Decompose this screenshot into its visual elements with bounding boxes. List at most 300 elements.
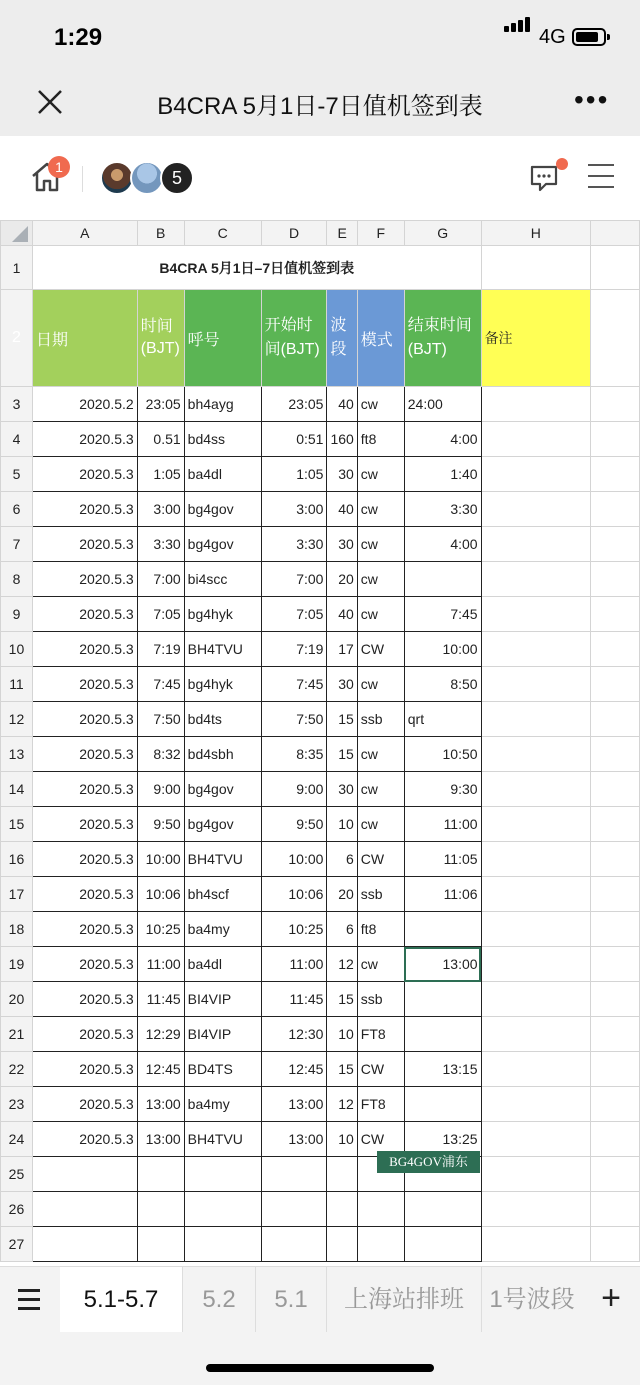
cell-end-time[interactable]: 11:05 [404,842,481,877]
cell-time[interactable]: 1:05 [137,457,184,492]
cell-date[interactable] [32,1227,137,1262]
row-header[interactable]: 26 [1,1192,33,1227]
cell-mode[interactable] [357,1227,404,1262]
cell-start-time[interactable]: 13:00 [261,1122,327,1157]
cell-time[interactable]: 23:05 [137,387,184,422]
cell-date[interactable]: 2020.5.3 [32,562,137,597]
column-header[interactable] [591,221,640,246]
cell[interactable] [591,492,640,527]
cell-start-time[interactable]: 11:45 [261,982,327,1017]
close-icon[interactable] [36,88,64,116]
cell-callsign[interactable]: bg4gov [184,772,261,807]
column-header[interactable]: C [184,221,261,246]
cell-band[interactable]: 6 [327,912,357,947]
cell-band[interactable]: 40 [327,597,357,632]
cell-time[interactable]: 13:00 [137,1122,184,1157]
cell-remarks[interactable] [481,457,591,492]
cell[interactable] [591,387,640,422]
cell-date[interactable]: 2020.5.3 [32,527,137,562]
row-header[interactable]: 22 [1,1052,33,1087]
cell-remarks[interactable] [481,562,591,597]
cell-band[interactable] [327,1157,357,1192]
cell-mode[interactable]: ft8 [357,422,404,457]
cell-mode[interactable]: cw [357,387,404,422]
cell-remarks[interactable] [481,772,591,807]
cell-band[interactable]: 17 [327,632,357,667]
cell-mode[interactable]: CW [357,632,404,667]
cell-date[interactable]: 2020.5.3 [32,982,137,1017]
cell-start-time[interactable]: 3:00 [261,492,327,527]
cell[interactable] [591,947,640,982]
cell-time[interactable]: 13:00 [137,1087,184,1122]
cell-band[interactable]: 30 [327,457,357,492]
cell-band[interactable]: 10 [327,1122,357,1157]
row-header[interactable]: 18 [1,912,33,947]
row-header[interactable]: 5 [1,457,33,492]
cell-remarks[interactable] [481,632,591,667]
cell[interactable] [591,772,640,807]
table-row [1,492,640,527]
cell-date[interactable]: 2020.5.2 [32,387,137,422]
cell-time[interactable]: 11:00 [137,947,184,982]
cell-time[interactable]: 3:00 [137,492,184,527]
cell-start-time[interactable]: 7:45 [261,667,327,702]
cell[interactable] [591,1157,640,1192]
cell-mode[interactable]: cw [357,807,404,842]
header-callsign[interactable]: 呼号 [184,290,261,387]
cell-mode[interactable]: cw [357,947,404,982]
cell-remarks[interactable] [481,1122,591,1157]
cell-start-time[interactable]: 7:05 [261,597,327,632]
cell-band[interactable]: 15 [327,1052,357,1087]
cell-mode[interactable]: CW [357,1122,404,1157]
cell[interactable] [591,597,640,632]
cell[interactable] [591,1017,640,1052]
table-row [1,877,640,912]
cell-end-time[interactable]: 11:00 [404,807,481,842]
cell-start-time[interactable]: 1:05 [261,457,327,492]
cell-start-time[interactable]: 11:00 [261,947,327,982]
cell-date[interactable]: 2020.5.3 [32,492,137,527]
cell[interactable] [591,807,640,842]
cell-end-time[interactable]: 13:00 [404,947,481,982]
row-header[interactable]: 24 [1,1122,33,1157]
cell-remarks[interactable] [481,387,591,422]
cell[interactable] [591,877,640,912]
column-header[interactable]: D [261,221,327,246]
cell-time[interactable]: 12:45 [137,1052,184,1087]
cell-remarks[interactable] [481,1017,591,1052]
cell-callsign[interactable]: ba4my [184,1087,261,1122]
cell-band[interactable] [327,1227,357,1262]
comment-icon[interactable] [530,164,560,192]
row-header[interactable]: 16 [1,842,33,877]
table-row [1,1087,640,1122]
cell-callsign[interactable]: BH4TVU [184,842,261,877]
collaborator-count[interactable]: 5 [160,161,194,195]
cell-remarks[interactable] [481,912,591,947]
cell-remarks[interactable] [481,1087,591,1122]
cell-time[interactable]: 7:50 [137,702,184,737]
cell-band[interactable]: 15 [327,702,357,737]
cell-end-time[interactable] [404,1227,481,1262]
cell-start-time[interactable]: 7:00 [261,562,327,597]
cell-end-time[interactable]: 4:00 [404,422,481,457]
add-sheet-button[interactable]: + [582,1267,640,1333]
cell-time[interactable]: 3:30 [137,527,184,562]
cell-remarks[interactable] [481,842,591,877]
cell-callsign[interactable]: BI4VIP [184,1017,261,1052]
cell-date[interactable]: 2020.5.3 [32,457,137,492]
row-header[interactable]: 11 [1,667,33,702]
cell-remarks[interactable] [481,1157,591,1192]
cell-callsign[interactable]: bd4ss [184,422,261,457]
cell-mode[interactable]: cw [357,597,404,632]
cell-end-time[interactable]: 13:15 [404,1052,481,1087]
cell-mode[interactable]: FT8 [357,1017,404,1052]
cell-band[interactable]: 10 [327,807,357,842]
cell[interactable] [591,667,640,702]
cell-callsign[interactable]: BH4TVU [184,632,261,667]
cell-end-time[interactable] [404,912,481,947]
table-row [1,737,640,772]
cell-callsign[interactable]: BH4TVU [184,1122,261,1157]
cell-date[interactable] [32,1157,137,1192]
row-header[interactable]: 7 [1,527,33,562]
cell-time[interactable]: 8:32 [137,737,184,772]
cell[interactable] [591,632,640,667]
cell-date[interactable]: 2020.5.3 [32,737,137,772]
cell-mode[interactable]: ft8 [357,912,404,947]
row-header[interactable]: 15 [1,807,33,842]
cell-band[interactable]: 12 [327,947,357,982]
cell-time[interactable]: 10:25 [137,912,184,947]
more-options-icon[interactable]: ••• [574,84,610,115]
cell-start-time[interactable]: 12:30 [261,1017,327,1052]
cell-callsign[interactable]: bd4ts [184,702,261,737]
cell-band[interactable]: 40 [327,492,357,527]
cell-callsign[interactable]: bg4hyk [184,667,261,702]
cell-end-time[interactable] [404,1017,481,1052]
table-row [1,632,640,667]
cell-band[interactable]: 30 [327,527,357,562]
row-header[interactable]: 3 [1,387,33,422]
cell-time[interactable]: 12:29 [137,1017,184,1052]
cell-date[interactable]: 2020.5.3 [32,912,137,947]
cell-remarks[interactable] [481,982,591,1017]
cell-mode[interactable]: cw [357,492,404,527]
cell-remarks[interactable] [481,1052,591,1087]
row-header[interactable]: 13 [1,737,33,772]
cell-time[interactable] [137,1157,184,1192]
cell-callsign[interactable]: bg4gov [184,807,261,842]
cell-end-time[interactable]: 11:06 [404,877,481,912]
cell-start-time[interactable]: 8:35 [261,737,327,772]
sheet-list-icon[interactable] [18,1289,40,1316]
row-header[interactable]: 4 [1,422,33,457]
cell-time[interactable]: 7:19 [137,632,184,667]
cell-start-time[interactable] [261,1157,327,1192]
row-header[interactable]: 19 [1,947,33,982]
header-band[interactable]: 波段 [327,290,357,387]
collaborator-avatar[interactable] [130,161,164,195]
cell-callsign[interactable]: ba4dl [184,457,261,492]
cell-start-time[interactable]: 7:50 [261,702,327,737]
cell-band[interactable]: 20 [327,562,357,597]
cell-mode[interactable]: CW [357,1052,404,1087]
cell-date[interactable] [32,1192,137,1227]
cell[interactable] [591,702,640,737]
cell-date[interactable]: 2020.5.3 [32,667,137,702]
cell-remarks[interactable] [481,702,591,737]
cell-callsign[interactable]: bh4ayg [184,387,261,422]
cell-date[interactable]: 2020.5.3 [32,1052,137,1087]
cell[interactable] [591,912,640,947]
cell-band[interactable] [327,1192,357,1227]
row-header[interactable]: 10 [1,632,33,667]
cell-date[interactable]: 2020.5.3 [32,807,137,842]
cell-start-time[interactable] [261,1192,327,1227]
cell-mode[interactable]: CW [357,842,404,877]
cell-end-time[interactable]: 9:30 [404,772,481,807]
table-row [1,387,640,422]
cell-remarks[interactable] [481,527,591,562]
cell-end-time[interactable]: 3:30 [404,492,481,527]
cell-date[interactable]: 2020.5.3 [32,877,137,912]
cell-end-time[interactable]: 13:25 [404,1122,481,1157]
cell-mode[interactable]: cw [357,772,404,807]
cell-time[interactable]: 7:05 [137,597,184,632]
cell-band[interactable]: 30 [327,772,357,807]
cell[interactable] [591,527,640,562]
row-header[interactable]: 21 [1,1017,33,1052]
cell-callsign[interactable]: bg4gov [184,527,261,562]
header-remarks[interactable]: 备注 [481,290,591,387]
cell-end-time[interactable]: 24:00 [404,387,481,422]
column-header[interactable]: F [357,221,404,246]
cell-date[interactable]: 2020.5.3 [32,632,137,667]
row-header[interactable]: 17 [1,877,33,912]
cell-start-time[interactable]: 9:50 [261,807,327,842]
collaborator-avatar[interactable] [100,161,134,195]
cell-time[interactable]: 7:00 [137,562,184,597]
cell[interactable] [591,982,640,1017]
cell-band[interactable]: 6 [327,842,357,877]
column-header[interactable]: E [327,221,357,246]
cell-mode[interactable]: FT8 [357,1087,404,1122]
cell-time[interactable]: 9:50 [137,807,184,842]
row-header[interactable]: 12 [1,702,33,737]
spreadsheet[interactable] [0,220,640,1266]
cell-callsign[interactable]: bh4scf [184,877,261,912]
cell-callsign[interactable] [184,1192,261,1227]
table-row [1,1192,640,1227]
cell[interactable] [591,842,640,877]
cell-mode[interactable] [357,1192,404,1227]
cell-remarks[interactable] [481,492,591,527]
cell-callsign[interactable]: ba4dl [184,947,261,982]
cell-time[interactable]: 10:00 [137,842,184,877]
row-header[interactable]: 23 [1,1087,33,1122]
cell-date[interactable]: 2020.5.3 [32,597,137,632]
row-header[interactable]: 27 [1,1227,33,1262]
cell-callsign[interactable]: bi4scc [184,562,261,597]
cell-band[interactable]: 10 [327,1017,357,1052]
cell-remarks[interactable] [481,807,591,842]
cell[interactable] [591,1052,640,1087]
cell-remarks[interactable] [481,1227,591,1262]
cell[interactable] [591,246,640,290]
cell-date[interactable]: 2020.5.3 [32,422,137,457]
cell-mode[interactable]: cw [357,737,404,772]
cell-remarks[interactable] [481,422,591,457]
cell[interactable] [591,1122,640,1157]
cell-end-time[interactable] [404,1087,481,1122]
cell-time[interactable] [137,1192,184,1227]
cell-start-time[interactable] [261,1227,327,1262]
cell-start-time[interactable]: 12:45 [261,1052,327,1087]
row-header[interactable]: 14 [1,772,33,807]
cell-start-time[interactable]: 13:00 [261,1087,327,1122]
cell-mode[interactable]: ssb [357,702,404,737]
cell-end-time[interactable] [404,982,481,1017]
cell-date[interactable]: 2020.5.3 [32,842,137,877]
cell-mode[interactable]: ssb [357,982,404,1017]
cell-date[interactable]: 2020.5.3 [32,1017,137,1052]
table-row [1,562,640,597]
cell-start-time[interactable]: 10:25 [261,912,327,947]
cell-remarks[interactable] [481,737,591,772]
cell-date[interactable]: 2020.5.3 [32,702,137,737]
cell-callsign[interactable]: bd4sbh [184,737,261,772]
column-header[interactable]: H [481,221,591,246]
cell-end-time[interactable]: 8:50 [404,667,481,702]
cell-time[interactable]: 0.51 [137,422,184,457]
cell-end-time[interactable]: 10:50 [404,737,481,772]
cell-remarks[interactable] [481,947,591,982]
cell-start-time[interactable]: 3:30 [261,527,327,562]
sheet-tab[interactable]: 1号波段 [482,1267,583,1333]
cell-end-time[interactable] [404,562,481,597]
cell-callsign[interactable]: bg4hyk [184,597,261,632]
cell-time[interactable]: 10:06 [137,877,184,912]
cell[interactable] [591,422,640,457]
row-header[interactable]: 25 [1,1157,33,1192]
table-row [1,807,640,842]
cell-time[interactable]: 7:45 [137,667,184,702]
cell-date[interactable]: 2020.5.3 [32,1122,137,1157]
sheet-tab[interactable]: 5.1-5.7 [60,1267,183,1333]
cell-start-time[interactable]: 0:51 [261,422,327,457]
cell-callsign[interactable]: BI4VIP [184,982,261,1017]
cell-remarks[interactable] [481,667,591,702]
cell[interactable] [591,737,640,772]
cell[interactable] [591,562,640,597]
cell-end-time[interactable]: 1:40 [404,457,481,492]
cell-callsign[interactable]: bg4gov [184,492,261,527]
sheet-tab-bar [0,1266,640,1333]
header-mode[interactable]: 模式 [357,290,404,387]
cell-time[interactable] [137,1227,184,1262]
cell[interactable] [591,1227,640,1262]
cell-start-time[interactable]: 10:06 [261,877,327,912]
header-end-time[interactable]: 结束时间(BJT) [404,290,481,387]
title-bar [0,78,640,136]
cell-band[interactable]: 12 [327,1087,357,1122]
cell-band[interactable]: 160 [327,422,357,457]
cell-start-time[interactable]: 23:05 [261,387,327,422]
cell-mode[interactable]: cw [357,457,404,492]
header-date[interactable]: 日期 [32,290,137,387]
cell-band[interactable]: 20 [327,877,357,912]
cell-remarks[interactable] [481,1192,591,1227]
sheet-tab[interactable]: 5.2 [183,1267,256,1333]
sheet-title-cell[interactable]: B4CRA 5月1日–7日值机签到表 [32,246,481,290]
cell[interactable] [591,290,640,387]
column-header[interactable]: A [32,221,137,246]
cell[interactable] [591,1192,640,1227]
cell-date[interactable]: 2020.5.3 [32,772,137,807]
cell-callsign[interactable] [184,1227,261,1262]
cell-band[interactable]: 15 [327,737,357,772]
cell-remarks[interactable] [481,877,591,912]
column-header[interactable]: B [137,221,184,246]
cell-start-time[interactable]: 10:00 [261,842,327,877]
cell-time[interactable]: 9:00 [137,772,184,807]
column-header[interactable]: G [404,221,481,246]
cell[interactable] [591,457,640,492]
cell-end-time[interactable]: 10:00 [404,632,481,667]
doc-toolbar [0,136,640,221]
cell-time[interactable]: 11:45 [137,982,184,1017]
cell-end-time[interactable]: qrt [404,702,481,737]
cell[interactable] [481,246,591,290]
cell-mode[interactable]: ssb [357,877,404,912]
cell-end-time[interactable]: 7:45 [404,597,481,632]
cell-remarks[interactable] [481,597,591,632]
cell-start-time[interactable]: 9:00 [261,772,327,807]
row-header[interactable]: 2 [1,290,33,387]
select-all-corner[interactable] [1,221,33,246]
cell-band[interactable]: 15 [327,982,357,1017]
sheet-tab[interactable]: 5.1 [256,1267,327,1333]
cell-mode[interactable]: cw [357,527,404,562]
cell-mode[interactable]: cw [357,667,404,702]
cell-callsign[interactable]: BD4TS [184,1052,261,1087]
cell-start-time[interactable]: 7:19 [261,632,327,667]
cell-callsign[interactable] [184,1157,261,1192]
cell-date[interactable]: 2020.5.3 [32,1087,137,1122]
menu-icon[interactable] [588,164,614,190]
row-header[interactable]: 6 [1,492,33,527]
cell-band[interactable]: 40 [327,387,357,422]
cell-date[interactable]: 2020.5.3 [32,947,137,982]
cell-mode[interactable]: cw [357,562,404,597]
cell-callsign[interactable]: ba4my [184,912,261,947]
sheet-tab[interactable]: 上海站排班 [327,1267,482,1333]
cell[interactable] [591,1087,640,1122]
cell-end-time[interactable]: 4:00 [404,527,481,562]
row-header[interactable]: 1 [1,246,33,290]
row-header[interactable]: 20 [1,982,33,1017]
cell-end-time[interactable] [404,1192,481,1227]
header-time[interactable]: 时间(BJT) [137,290,184,387]
table-row [1,1052,640,1087]
header-start-time[interactable]: 开始时间(BJT) [261,290,327,387]
row-header[interactable]: 9 [1,597,33,632]
row-header[interactable]: 8 [1,562,33,597]
cell-band[interactable]: 30 [327,667,357,702]
